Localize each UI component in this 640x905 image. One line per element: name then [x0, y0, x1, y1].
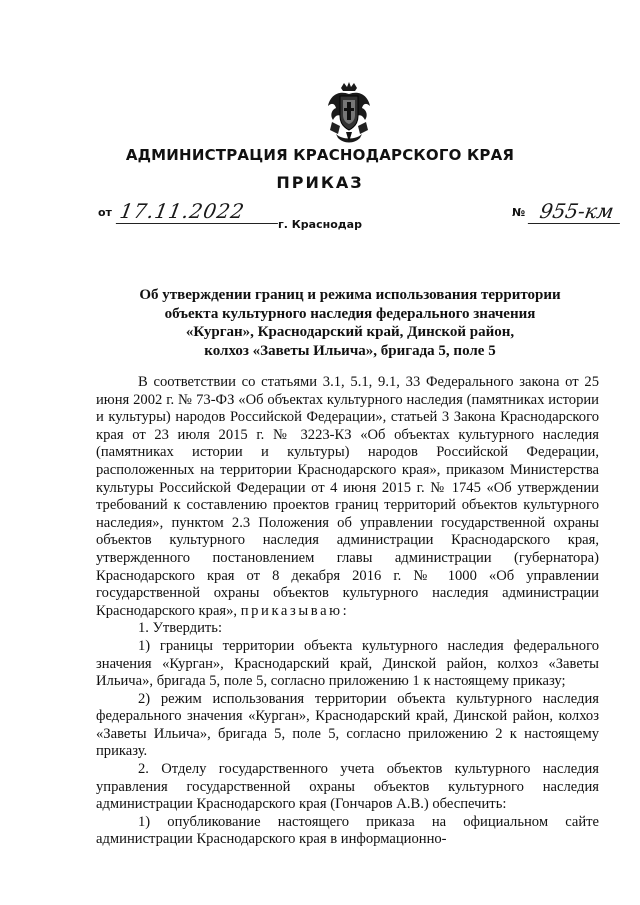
paragraph-item-2: 2. Отделу государственного учета объектов культурного наследия управления государственной охраны объектов культурного наследия администрации Краснодарского края (Гончаров А.В.) обеспечить: — [96, 761, 599, 813]
paragraph-intro — [96, 374, 599, 620]
document-body — [96, 374, 599, 849]
number-prefix: № — [512, 206, 526, 219]
number-field: 955-км — [528, 199, 624, 224]
paragraph-item-2-1: 1) опубликование настоящего приказа на официальном сайте администрации Краснодарского края в информационно- — [96, 813, 599, 848]
date-prefix: от — [98, 206, 112, 219]
paragraph-item-1-2: 2) режим использования территории объекта культурного наследия федерального значения «Курган», Краснодарский край, Динской район, колхоз «Заветы Ильича», бригада 5, поле 5, согласно приложению 2 к настоящему приказу. — [96, 690, 599, 760]
order-title — [90, 286, 610, 360]
coat-of-arms-icon — [326, 82, 372, 144]
document-type: ПРИКАЗ — [276, 173, 364, 192]
command-word: приказываю: — [240, 602, 350, 619]
title-line: Об утверждении границ и режима использования территории — [139, 287, 561, 303]
paragraph-item-1-1: 1) границы территории объекта культурного наследия федерального значения «Курган», Краснодарский край, Динской район, колхоз «Заветы Ильича», бригада 5, поле 5, согласно приложению 1 к настоящему приказу; — [96, 637, 599, 690]
title-line: колхоз «Заветы Ильича», бригада 5, поле 5 — [204, 342, 496, 359]
intro-text: В соответствии со статьями 3.1, 5.1, 9.1, 33 Федерального закона от 25 июня 2002 г. № 73-ФЗ «Об объектах культурного наследия (памятниках истории и культуры) народов Российской Федерации», статьей 3 Закона Краснодарского края от 23 июля 2015 г. № 3223-КЗ «Об объектах культурного наследия (памятниках истории и культуры) народов Российской Федерации, расположенных на территории Краснодарского края», приказом Министерства культуры Российской Федерации от 4 июня 2015 г. № 1745 «Об утверждении требований к составлению проектов границ территорий объектов культурного наследия», пунктом 2.3 Положения об управлении государственной охраны объектов культурного наследия администрации Краснодарского края, утвержденного постановлением главы администрации (губернатора) Краснодарского края от 8 декабря 2016 г. № 1000 «Об управлении государственной охраны объектов культурного наследия администрации Краснодарского края», — [96, 374, 599, 619]
organization-title: АДМИНИСТРАЦИЯ КРАСНОДАРСКОГО КРАЯ — [125, 146, 515, 164]
city-label: г. Краснодар — [278, 218, 362, 231]
date-field: 17.11.2022 — [116, 199, 282, 224]
paragraph-item-1: 1. Утвердить: — [138, 620, 223, 637]
title-line: объекта культурного наследия федерального значения — [164, 305, 536, 322]
title-line: «Курган», Краснодарский край, Динской район, — [185, 324, 515, 340]
